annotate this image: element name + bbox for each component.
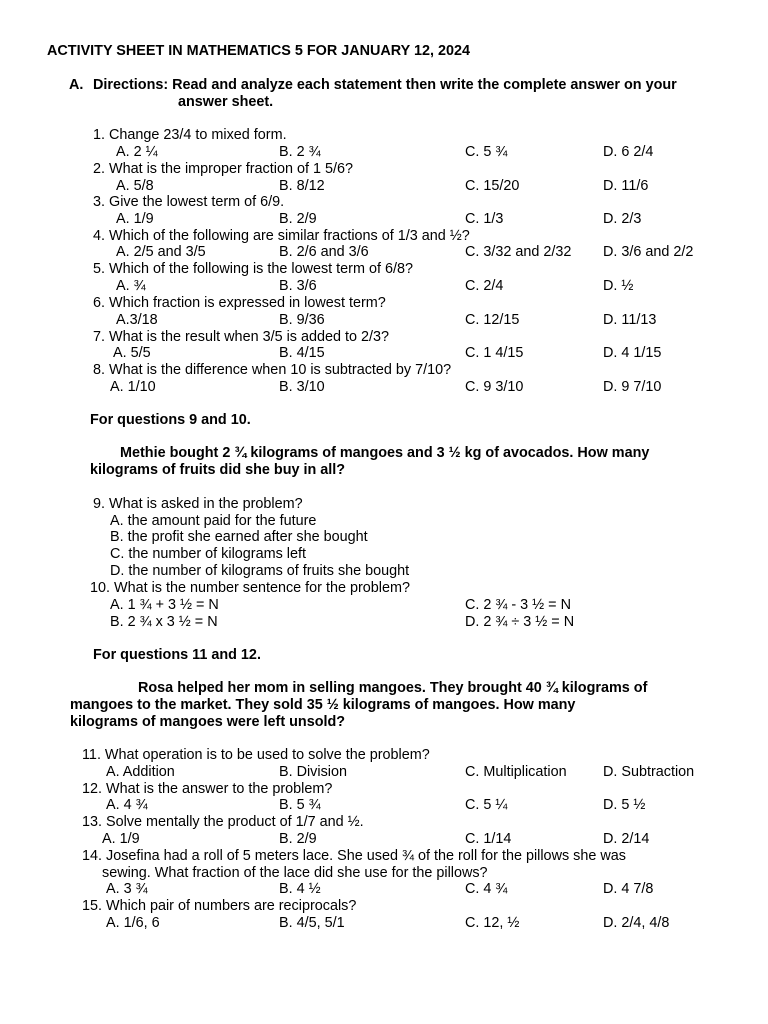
q10-option-c: C. 2 ¾ - 3 ½ = N bbox=[465, 597, 571, 613]
q6-option-d: D. 11/13 bbox=[603, 312, 657, 328]
q9-option-d: D. the number of kilograms of fruits she bought bbox=[110, 563, 410, 579]
q4-option-b: B. 2/6 and 3/6 bbox=[279, 244, 369, 260]
q2-option-b: B. 8/12 bbox=[279, 178, 325, 194]
q7-option-c: C. 1 4/15 bbox=[465, 345, 524, 361]
q5-option-b: B. 3/6 bbox=[279, 278, 317, 294]
question-2: 2. What is the improper fraction of 1 5/6? bbox=[93, 161, 353, 177]
q6-option-b: B. 9/36 bbox=[279, 312, 325, 328]
q7-option-d: D. 4 1/15 bbox=[603, 345, 662, 361]
q4-option-a: A. 2/5 and 3/5 bbox=[116, 244, 206, 260]
q9-option-c: C. the number of kilograms left bbox=[110, 546, 306, 562]
q3-option-c: C. 1/3 bbox=[465, 211, 504, 227]
q8-option-b: B. 3/10 bbox=[279, 379, 325, 395]
q10-option-d: D. 2 ¾ ÷ 3 ½ = N bbox=[465, 614, 575, 630]
q3-option-d: D. 2/3 bbox=[603, 211, 642, 227]
group2-label: For questions 11 and 12. bbox=[93, 647, 261, 663]
q14-option-b: B. 4 ½ bbox=[279, 881, 321, 897]
q7-option-b: B. 4/15 bbox=[279, 345, 325, 361]
group2-problem-line3: kilograms of mangoes were left unsold? bbox=[70, 714, 346, 730]
q5-option-c: C. 2/4 bbox=[465, 278, 504, 294]
q2-option-c: C. 15/20 bbox=[465, 178, 520, 194]
group2-problem-line1: Rosa helped her mom in selling mangoes. They brought 40 ¾ kilograms of bbox=[138, 680, 648, 696]
q12-option-c: C. 5 ¼ bbox=[465, 797, 508, 813]
question-8: 8. What is the difference when 10 is subtracted by 7/10? bbox=[93, 362, 452, 378]
q5-option-a: A. ¾ bbox=[116, 278, 146, 294]
q2-option-d: D. 11/6 bbox=[603, 178, 649, 194]
question-3: 3. Give the lowest term of 6/9. bbox=[93, 194, 285, 210]
question-1: 1. Change 23/4 to mixed form. bbox=[93, 127, 287, 143]
q4-option-c: C. 3/32 and 2/32 bbox=[465, 244, 572, 260]
q15-option-a: A. 1/6, 6 bbox=[106, 915, 160, 931]
question-7: 7. What is the result when 3/5 is added to 2/3? bbox=[93, 329, 389, 345]
q15-option-b: B. 4/5, 5/1 bbox=[279, 915, 345, 931]
q3-option-b: B. 2/9 bbox=[279, 211, 317, 227]
q1-option-c: C. 5 ¾ bbox=[465, 144, 508, 160]
q11-option-a: A. Addition bbox=[106, 764, 175, 780]
q10-option-b: B. 2 ¾ x 3 ½ = N bbox=[110, 614, 218, 630]
q13-option-b: B. 2/9 bbox=[279, 831, 317, 847]
q1-option-a: A. 2 ¼ bbox=[116, 144, 158, 160]
question-5: 5. Which of the following is the lowest term of 6/8? bbox=[93, 261, 413, 277]
q1-option-d: D. 6 2/4 bbox=[603, 144, 654, 160]
q2-option-a: A. 5/8 bbox=[116, 178, 154, 194]
directions-line1: Directions: Read and analyze each statement then write the complete answer on your bbox=[93, 77, 677, 93]
directions-letter: A. bbox=[69, 77, 84, 93]
q8-option-d: D. 9 7/10 bbox=[603, 379, 662, 395]
q6-option-a: A.3/18 bbox=[116, 312, 158, 328]
q8-option-a: A. 1/10 bbox=[110, 379, 156, 395]
q13-option-d: D. 2/14 bbox=[603, 831, 650, 847]
q3-option-a: A. 1/9 bbox=[116, 211, 154, 227]
question-4: 4. Which of the following are similar fractions of 1/3 and ½? bbox=[93, 228, 470, 244]
q10-option-a: A. 1 ¾ + 3 ½ = N bbox=[110, 597, 219, 613]
question-11: 11. What operation is to be used to solve the problem? bbox=[82, 747, 430, 763]
question-9: 9. What is asked in the problem? bbox=[93, 496, 303, 512]
q7-option-a: A. 5/5 bbox=[113, 345, 151, 361]
question-14-line2: sewing. What fraction of the lace did she use for the pillows? bbox=[102, 865, 488, 881]
q6-option-c: C. 12/15 bbox=[465, 312, 520, 328]
q4-option-d: D. 3/6 and 2/2 bbox=[603, 244, 694, 260]
q12-option-a: A. 4 ¾ bbox=[106, 797, 148, 813]
group1-label: For questions 9 and 10. bbox=[90, 412, 251, 428]
q11-option-d: D. Subtraction bbox=[603, 764, 695, 780]
q13-option-c: C. 1/14 bbox=[465, 831, 512, 847]
q8-option-c: C. 9 3/10 bbox=[465, 379, 524, 395]
q13-option-a: A. 1/9 bbox=[102, 831, 140, 847]
q14-option-c: C. 4 ¾ bbox=[465, 881, 508, 897]
q15-option-d: D. 2/4, 4/8 bbox=[603, 915, 670, 931]
q15-option-c: C. 12, ½ bbox=[465, 915, 520, 931]
q12-option-b: B. 5 ¾ bbox=[279, 797, 321, 813]
question-13: 13. Solve mentally the product of 1/7 and ½. bbox=[82, 814, 364, 830]
question-15: 15. Which pair of numbers are reciprocals? bbox=[82, 898, 357, 914]
q14-option-d: D. 4 7/8 bbox=[603, 881, 654, 897]
q9-option-a: A. the amount paid for the future bbox=[110, 513, 317, 529]
q12-option-d: D. 5 ½ bbox=[603, 797, 646, 813]
q11-option-c: C. Multiplication bbox=[465, 764, 567, 780]
group2-problem-line2: mangoes to the market. They sold 35 ½ kilograms of mangoes. How many bbox=[70, 697, 576, 713]
q5-option-d: D. ½ bbox=[603, 278, 634, 294]
page-title: ACTIVITY SHEET IN MATHEMATICS 5 FOR JANUARY 12, 2024 bbox=[47, 43, 471, 59]
group1-problem-line2: kilograms of fruits did she buy in all? bbox=[90, 462, 346, 478]
q11-option-b: B. Division bbox=[279, 764, 347, 780]
group1-problem-line1: Methie bought 2 ¾ kilograms of mangoes and 3 ½ kg of avocados. How many bbox=[120, 445, 650, 461]
question-14: 14. Josefina had a roll of 5 meters lace. She used ¾ of the roll for the pillows she was bbox=[82, 848, 626, 864]
question-12: 12. What is the answer to the problem? bbox=[82, 781, 333, 797]
q1-option-b: B. 2 ¾ bbox=[279, 144, 321, 160]
directions-line2: answer sheet. bbox=[178, 94, 274, 110]
question-10: 10. What is the number sentence for the problem? bbox=[90, 580, 410, 596]
question-6: 6. Which fraction is expressed in lowest term? bbox=[93, 295, 386, 311]
q14-option-a: A. 3 ¾ bbox=[106, 881, 148, 897]
q9-option-b: B. the profit she earned after she bought bbox=[110, 529, 368, 545]
